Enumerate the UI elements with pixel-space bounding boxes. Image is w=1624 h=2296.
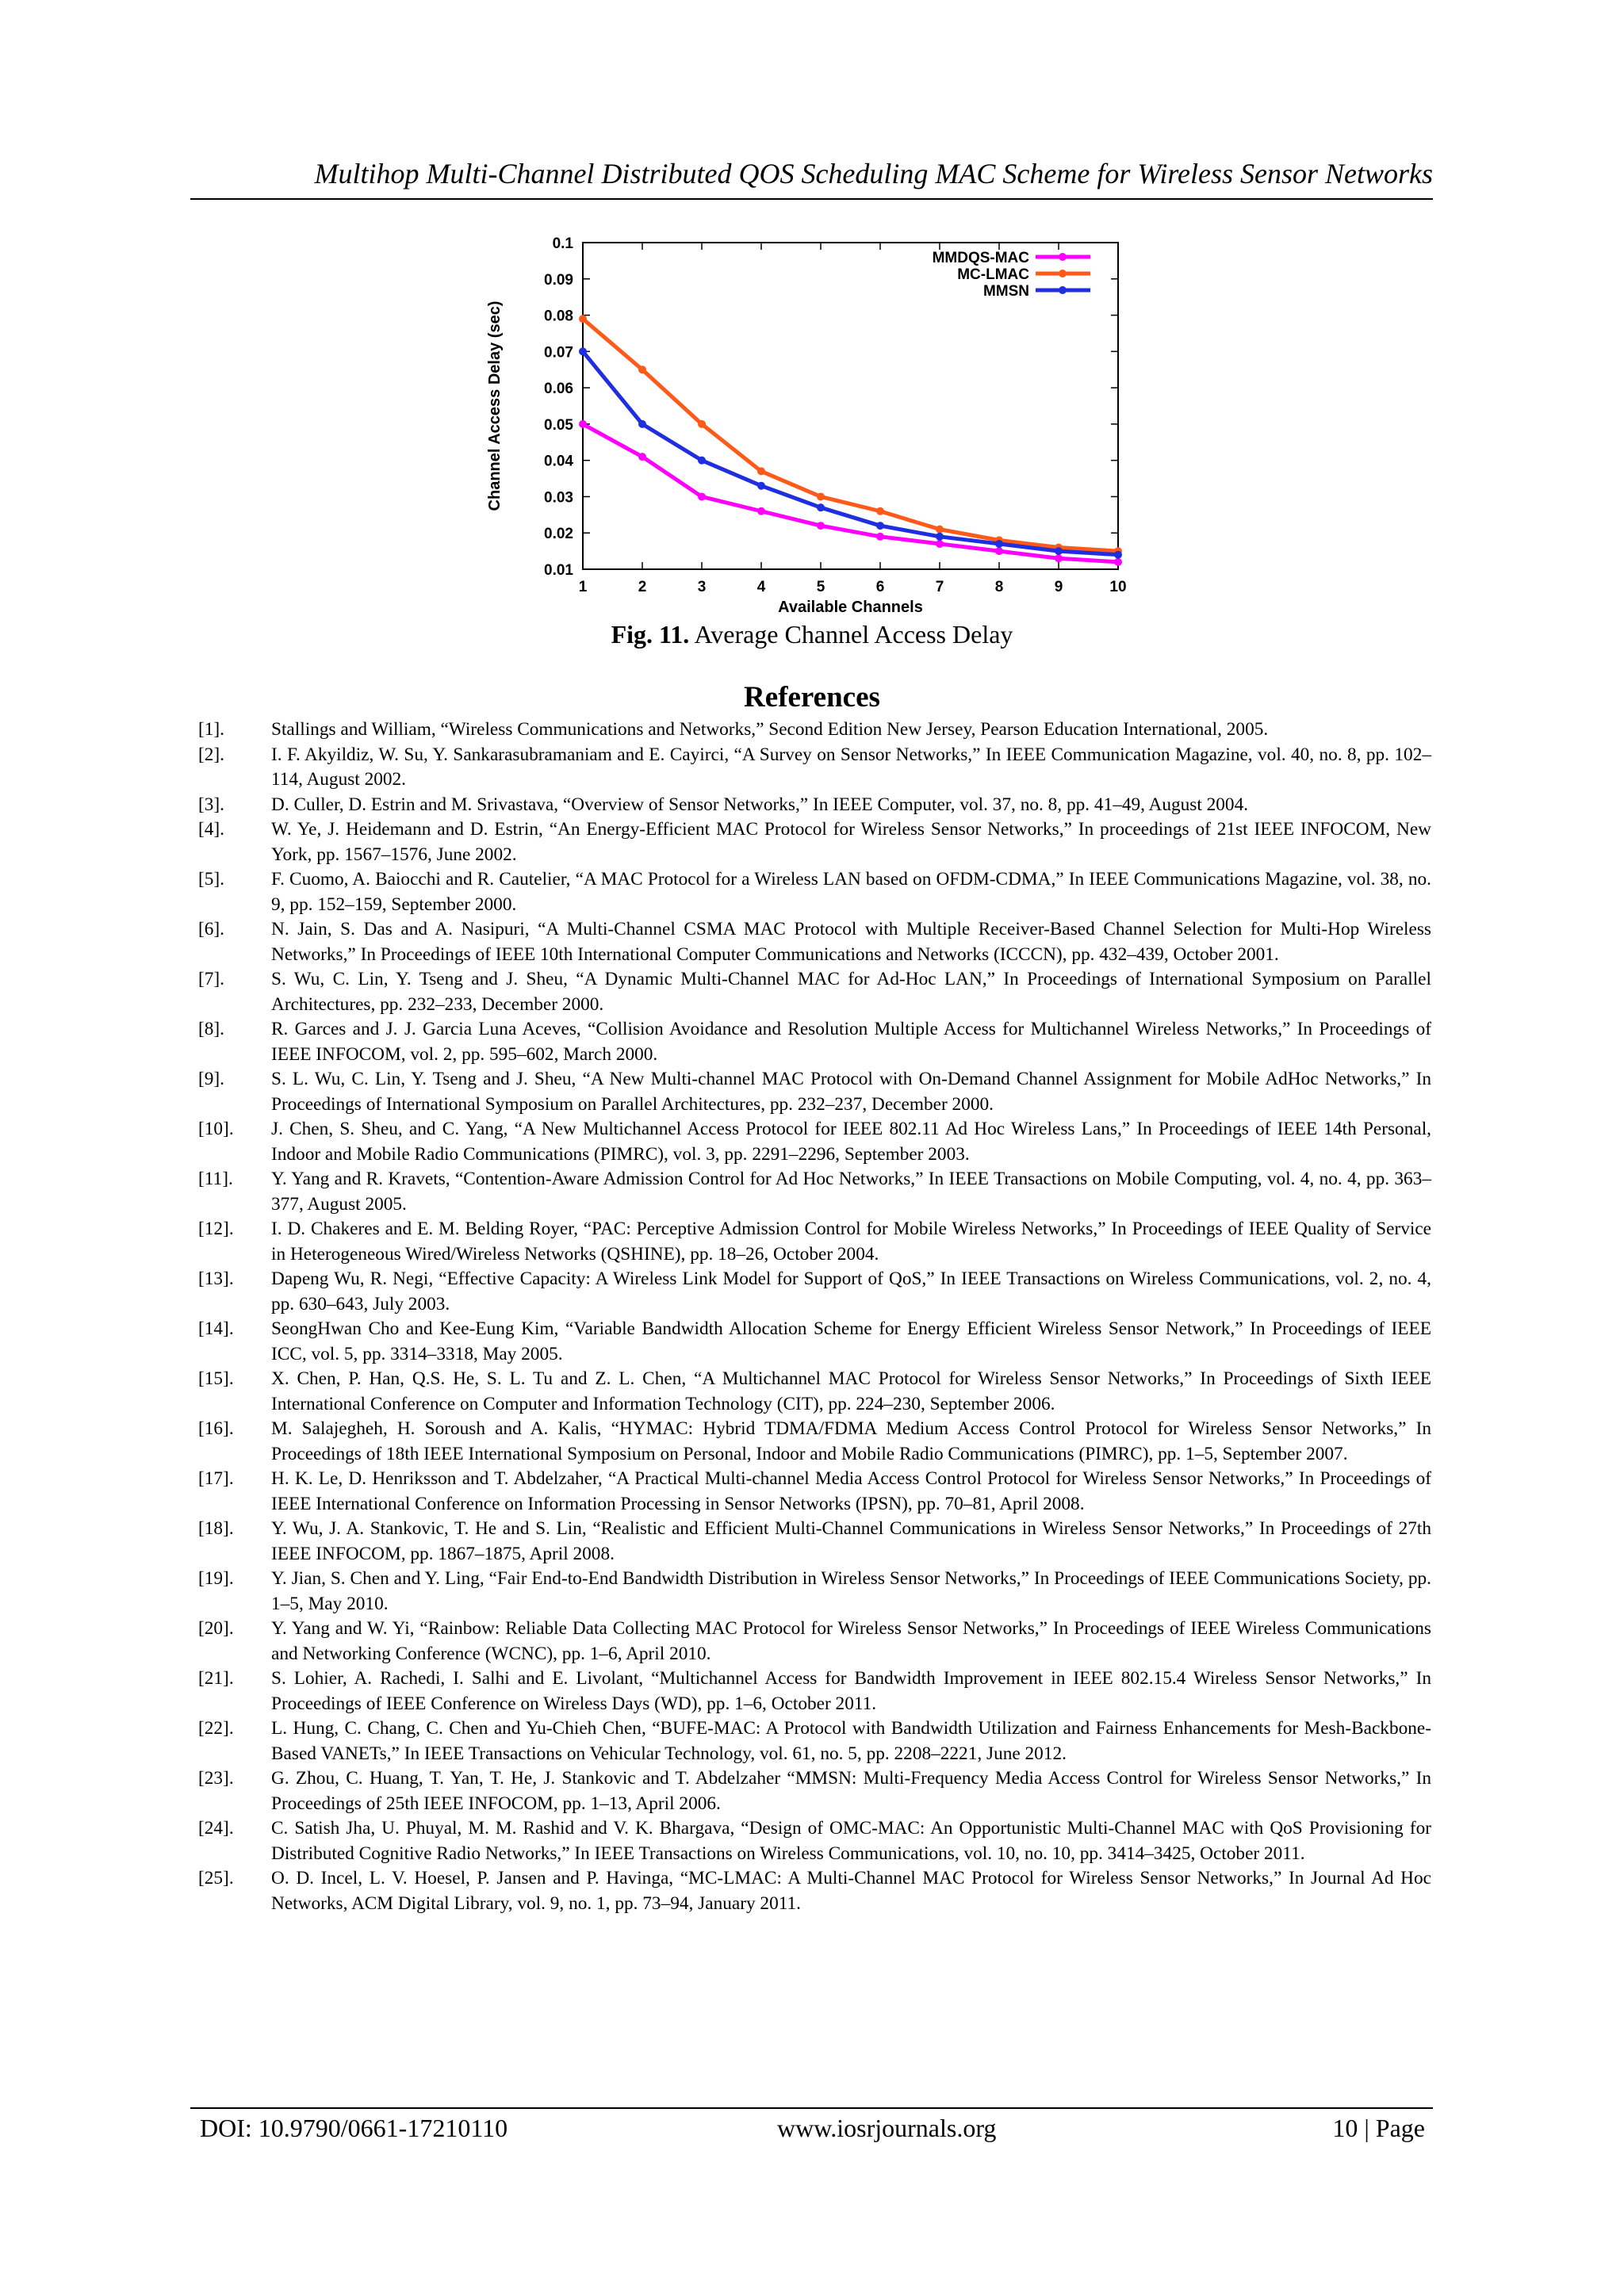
data-point-mc-lmac bbox=[579, 315, 587, 323]
reference-item bbox=[198, 1816, 1431, 1866]
figure-caption-text: Average Channel Access Delay bbox=[694, 620, 1013, 649]
references-heading: References bbox=[744, 681, 880, 714]
data-point-mmsn bbox=[995, 540, 1003, 548]
reference-number: [23]. bbox=[198, 1768, 234, 1789]
data-point-mmsn bbox=[1114, 551, 1122, 559]
reference-item bbox=[198, 718, 1431, 743]
reference-item bbox=[198, 1716, 1431, 1766]
reference-number: [13]. bbox=[198, 1269, 234, 1289]
x-tick-label: 2 bbox=[638, 579, 647, 595]
reference-number: [17]. bbox=[198, 1468, 234, 1489]
reference-text: Y. Yang and R. Kravets, “Contention-Aware Admission Control for Ad Hoc Networks,” In IEEE Transactions on Mobile Computing, vol. 4, no. 4, pp. 363–377, August 2005. bbox=[271, 1169, 1431, 1215]
legend-swatch-marker bbox=[1059, 286, 1067, 294]
data-point-mmdqs-mac bbox=[1114, 558, 1122, 566]
reference-item bbox=[198, 1167, 1431, 1217]
data-point-mmsn bbox=[579, 347, 587, 355]
data-point-mmsn bbox=[876, 522, 884, 530]
reference-number: [25]. bbox=[198, 1868, 234, 1888]
x-tick-label: 6 bbox=[875, 579, 885, 595]
reference-number: [15]. bbox=[198, 1368, 234, 1389]
x-tick-label: 4 bbox=[756, 579, 766, 595]
reference-number: [9]. bbox=[198, 1069, 224, 1089]
x-axis-label: Available Channels bbox=[778, 599, 923, 616]
reference-item bbox=[198, 867, 1431, 917]
reference-text: O. D. Incel, L. V. Hoesel, P. Jansen and P. Havinga, “MC-LMAC: A Multi-Channel MAC Protocol for Wireless Sensor Networks,” In Journal Ad Hoc Networks, ACM Digital Library, vol. 9, no. 1, pp. 73–94, January 2011. bbox=[271, 1868, 1431, 1914]
reference-list bbox=[198, 718, 1431, 1916]
data-point-mmdqs-mac bbox=[995, 547, 1003, 555]
data-point-mmsn bbox=[817, 503, 825, 511]
data-point-mc-lmac bbox=[638, 365, 646, 373]
reference-item bbox=[198, 1117, 1431, 1167]
reference-text: F. Cuomo, A. Baiocchi and R. Cautelier, “A MAC Protocol for a Wireless LAN based on OFDM-CDMA,” In IEEE Communications Magazine, vol. 38, no. 9, pp. 152–159, September 2000. bbox=[271, 869, 1431, 915]
legend-label: MC-LMAC bbox=[957, 266, 1029, 283]
legend-label: MMDQS-MAC bbox=[932, 250, 1029, 266]
reference-item bbox=[198, 1417, 1431, 1467]
reference-text: S. Lohier, A. Rachedi, I. Salhi and E. Livolant, “Multichannel Access for Bandwidth Improvement in IEEE 802.15.4 Wireless Sensor Networks,” In Proceedings of IEEE Conference on Wireless Days (WD), pp. 1–6, October 2011. bbox=[271, 1668, 1431, 1714]
legend-label: MMSN bbox=[982, 283, 1029, 300]
reference-item bbox=[198, 1517, 1431, 1567]
x-tick-label: 9 bbox=[1054, 579, 1063, 595]
reference-text: R. Garces and J. J. Garcia Luna Aceves, “Collision Avoidance and Resolution Multiple Access for Multichannel Wireless Networks,” In Proceedings of IEEE INFOCOM, vol. 2, pp. 595–602, March 2000. bbox=[271, 1019, 1431, 1065]
page-footer bbox=[190, 2107, 1433, 2149]
data-point-mc-lmac bbox=[698, 420, 706, 428]
footer-doi: DOI: 10.9790/0661-17210110 bbox=[200, 2114, 508, 2142]
series-line-mmsn bbox=[583, 351, 1118, 554]
data-point-mmdqs-mac bbox=[698, 492, 706, 500]
reference-text: N. Jain, S. Das and A. Nasipuri, “A Multi-Channel CSMA MAC Protocol with Multiple Receiver-Based Channel Selection for Multi-Hop Wireless Networks,” In Proceedings of IEEE 10th International Computer Communications and Networks (ICCCN), pp. 432–439, October 2001. bbox=[271, 919, 1431, 965]
legend-swatch-marker bbox=[1059, 253, 1067, 261]
y-tick-label: 0.07 bbox=[544, 344, 573, 362]
y-tick-label: 0.03 bbox=[544, 489, 573, 507]
reference-text: I. F. Akyildiz, W. Su, Y. Sankarasubramaniam and E. Cayirci, “A Survey on Sensor Networks,” In IEEE Communication Magazine, vol. 40, no. 8, pp. 102–114, August 2002. bbox=[271, 744, 1431, 790]
reference-text: H. K. Le, D. Henriksson and T. Abdelzaher, “A Practical Multi-channel Media Access Control Protocol for Wireless Sensor Networks,” In Proceedings of IEEE International Conference on Information Processing in Sensor Networks (IPSN), pp. 70–81, April 2008. bbox=[271, 1468, 1431, 1514]
reference-item bbox=[198, 1267, 1431, 1317]
y-tick-label: 0.01 bbox=[544, 562, 573, 579]
reference-number: [5]. bbox=[198, 869, 224, 890]
figure-11 bbox=[476, 228, 1142, 625]
reference-item bbox=[198, 1017, 1431, 1067]
data-point-mmsn bbox=[1055, 547, 1063, 555]
reference-number: [4]. bbox=[198, 819, 224, 840]
data-point-mmdqs-mac bbox=[757, 507, 765, 515]
reference-text: J. Chen, S. Sheu, and C. Yang, “A New Multichannel Access Protocol for IEEE 802.11 Ad Hoc Wireless Lans,” In Proceedings of IEEE 14th Personal, Indoor and Mobile Radio Communications (PIMRC), vol. 3, pp. 2291–2296, September 2003. bbox=[271, 1119, 1431, 1165]
reference-item bbox=[198, 1567, 1431, 1617]
reference-item bbox=[198, 1617, 1431, 1667]
figure-caption bbox=[0, 620, 1624, 649]
running-header-title: Multihop Multi-Channel Distributed QOS Scheduling MAC Scheme for Wireless Sensor Networks bbox=[314, 158, 1433, 189]
data-point-mmdqs-mac bbox=[638, 453, 646, 461]
reference-number: [10]. bbox=[198, 1119, 234, 1139]
reference-item bbox=[198, 1317, 1431, 1367]
reference-text: Stallings and William, “Wireless Communications and Networks,” Second Edition New Jersey, Pearson Education International, 2005. bbox=[271, 719, 1269, 740]
reference-text: D. Culler, D. Estrin and M. Srivastava, “Overview of Sensor Networks,” In IEEE Computer, vol. 37, no. 8, pp. 41–49, August 2004. bbox=[271, 794, 1249, 815]
reference-number: [20]. bbox=[198, 1618, 234, 1639]
reference-number: [6]. bbox=[198, 919, 224, 939]
reference-number: [16]. bbox=[198, 1418, 234, 1439]
reference-item bbox=[198, 1866, 1431, 1916]
y-tick-label: 0.04 bbox=[544, 453, 573, 470]
data-point-mmsn bbox=[698, 457, 706, 465]
legend-swatch-marker bbox=[1059, 270, 1067, 277]
reference-item bbox=[198, 817, 1431, 867]
reference-text: M. Salajegheh, H. Soroush and A. Kalis, “HYMAC: Hybrid TDMA/FDMA Medium Access Control Protocol for Wireless Sensor Networks,” In Proceedings of 18th IEEE International Symposium on Personal, Indoor and Mobile Radio Communications (PIMRC), pp. 1–5, September 2007. bbox=[271, 1418, 1431, 1464]
reference-text: I. D. Chakeres and E. M. Belding Royer, “PAC: Perceptive Admission Control for Mobile Wireless Networks,” In Proceedings of IEEE Quality of Service in Heterogeneous Wired/Wireless Networks (QSHINE), pp. 18–26, October 2004. bbox=[271, 1219, 1431, 1265]
data-point-mmdqs-mac bbox=[936, 540, 944, 548]
reference-item bbox=[198, 1766, 1431, 1816]
reference-text: X. Chen, P. Han, Q.S. He, S. L. Tu and Z. L. Chen, “A Multichannel MAC Protocol for Wireless Sensor Networks,” In Proceedings of Sixth IEEE International Conference on Computer and Information Technology (CIT), pp. 224–230, September 2006. bbox=[271, 1368, 1431, 1414]
reference-number: [1]. bbox=[198, 719, 224, 740]
reference-number: [7]. bbox=[198, 969, 224, 989]
y-tick-label: 0.09 bbox=[544, 271, 573, 289]
data-point-mmsn bbox=[936, 533, 944, 541]
reference-item bbox=[198, 793, 1431, 818]
reference-text: S. Wu, C. Lin, Y. Tseng and J. Sheu, “A Dynamic Multi-Channel MAC for Ad-Hoc LAN,” In Proceedings of International Symposium on Parallel Architectures, pp. 232–233, December 2000. bbox=[271, 969, 1431, 1015]
data-point-mmsn bbox=[757, 482, 765, 490]
data-point-mmdqs-mac bbox=[817, 522, 825, 530]
reference-item bbox=[198, 1067, 1431, 1117]
x-tick-label: 5 bbox=[816, 579, 825, 595]
reference-text: C. Satish Jha, U. Phuyal, M. M. Rashid and V. K. Bhargava, “Design of OMC-MAC: An Opportunistic Multi-Channel MAC with QoS Provisioning for Distributed Cognitive Radio Networks,” In IEEE Transactions on Wireless Communications, vol. 10, no. 10, pp. 3414–3425, October 2011. bbox=[271, 1818, 1431, 1864]
reference-text: Dapeng Wu, R. Negi, “Effective Capacity: A Wireless Link Model for Support of QoS,” In IEEE Transactions on Wireless Communications, vol. 2, no. 4, pp. 630–643, July 2003. bbox=[271, 1269, 1431, 1314]
reference-text: G. Zhou, C. Huang, T. Yan, T. He, J. Stankovic and T. Abdelzaher “MMSN: Multi-Frequency Media Access Control for Wireless Sensor Networks,” In Proceedings of 25th IEEE INFOCOM, pp. 1–13, April 2006. bbox=[271, 1768, 1431, 1814]
series-line-mmdqs-mac bbox=[583, 424, 1118, 562]
running-header bbox=[190, 151, 1433, 200]
x-tick-label: 8 bbox=[994, 579, 1004, 595]
data-point-mmdqs-mac bbox=[876, 533, 884, 541]
x-tick-label: 10 bbox=[1109, 579, 1127, 595]
x-tick-label: 3 bbox=[697, 579, 707, 595]
reference-text: S. L. Wu, C. Lin, Y. Tseng and J. Sheu, “A New Multi-channel MAC Protocol with On-Demand Channel Assignment for Mobile AdHoc Networks,” In Proceedings of International Symposium on Parallel Architectures, pp. 232–237, December 2000. bbox=[271, 1069, 1431, 1115]
reference-number: [18]. bbox=[198, 1518, 234, 1539]
data-point-mmdqs-mac bbox=[579, 420, 587, 428]
data-point-mc-lmac bbox=[817, 492, 825, 500]
reference-number: [19]. bbox=[198, 1568, 234, 1589]
reference-number: [24]. bbox=[198, 1818, 234, 1839]
reference-text: Y. Wu, J. A. Stankovic, T. He and S. Lin, “Realistic and Efficient Multi-Channel Communications in Wireless Sensor Networks,” In Proceedings of 27th IEEE INFOCOM, pp. 1867–1875, April 2008. bbox=[271, 1518, 1431, 1564]
x-tick-label: 1 bbox=[578, 579, 588, 595]
data-point-mmsn bbox=[638, 420, 646, 428]
x-tick-label: 7 bbox=[935, 579, 944, 595]
reference-text: W. Ye, J. Heidemann and D. Estrin, “An Energy-Efficient MAC Protocol for Wireless Sensor Networks,” In proceedings of 21st IEEE INFOCOM, New York, pp. 1567–1576, June 2002. bbox=[271, 819, 1431, 865]
data-point-mmdqs-mac bbox=[1055, 554, 1063, 562]
reference-item bbox=[198, 1467, 1431, 1517]
reference-text: Y. Jian, S. Chen and Y. Ling, “Fair End-to-End Bandwidth Distribution in Wireless Sensor Networks,” In Proceedings of IEEE Communications Society, pp. 1–5, May 2010. bbox=[271, 1568, 1431, 1614]
channel-access-delay-chart bbox=[476, 228, 1142, 625]
data-point-mc-lmac bbox=[936, 526, 944, 534]
reference-number: [21]. bbox=[198, 1668, 234, 1689]
footer-website: www.iosrjournals.org bbox=[777, 2114, 997, 2142]
figure-caption-label: Fig. 11. bbox=[611, 620, 690, 649]
reference-item bbox=[198, 1217, 1431, 1267]
reference-number: [14]. bbox=[198, 1318, 234, 1339]
reference-number: [2]. bbox=[198, 744, 224, 765]
y-tick-label: 0.1 bbox=[552, 235, 573, 252]
reference-number: [22]. bbox=[198, 1718, 234, 1739]
reference-text: Y. Yang and W. Yi, “Rainbow: Reliable Data Collecting MAC Protocol for Wireless Sensor Networks,” In Proceedings of IEEE Wireless Communications and Networking Conference (WCNC), pp. 1–6, April 2010. bbox=[271, 1618, 1431, 1664]
reference-number: [3]. bbox=[198, 794, 224, 815]
reference-item bbox=[198, 1667, 1431, 1716]
reference-number: [11]. bbox=[198, 1169, 233, 1189]
reference-text: L. Hung, C. Chang, C. Chen and Yu-Chieh Chen, “BUFE-MAC: A Protocol with Bandwidth Utilization and Fairness Enhancements for Mesh-Backbone-Based VANETs,” In IEEE Transactions on Vehicular Technology, vol. 61, no. 5, pp. 2208–2221, June 2012. bbox=[271, 1718, 1431, 1764]
y-axis-label: Channel Access Delay (sec) bbox=[486, 300, 504, 511]
reference-item bbox=[198, 967, 1431, 1017]
reference-item bbox=[198, 1367, 1431, 1417]
reference-item bbox=[198, 917, 1431, 967]
footer-page-number: 10 | Page bbox=[1332, 2114, 1425, 2142]
y-tick-label: 0.06 bbox=[544, 381, 573, 398]
y-tick-label: 0.05 bbox=[544, 416, 573, 434]
data-point-mc-lmac bbox=[876, 507, 884, 515]
data-point-mc-lmac bbox=[757, 467, 765, 475]
reference-number: [8]. bbox=[198, 1019, 224, 1039]
reference-text: SeongHwan Cho and Kee-Eung Kim, “Variable Bandwidth Allocation Scheme for Energy Efficient Wireless Sensor Network,” In Proceedings of IEEE ICC, vol. 5, pp. 3314–3318, May 2005. bbox=[271, 1318, 1431, 1364]
reference-number: [12]. bbox=[198, 1219, 234, 1239]
reference-item bbox=[198, 743, 1431, 793]
y-tick-label: 0.08 bbox=[544, 308, 573, 325]
y-tick-label: 0.02 bbox=[544, 526, 573, 543]
